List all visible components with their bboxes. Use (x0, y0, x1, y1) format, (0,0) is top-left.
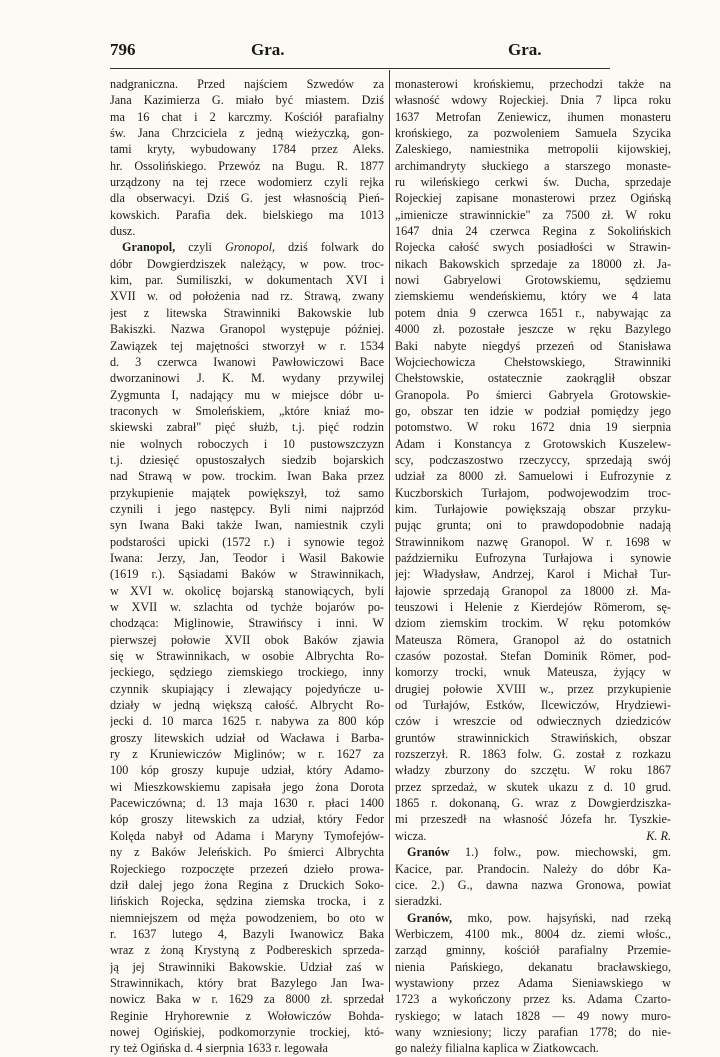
right-column-line: Wojciechowicza Chełstowskiego, Strawinniki (395, 354, 671, 369)
right-column-line: archimandryty słuckiego a starszego monaste- (395, 158, 671, 173)
left-column-line: traconych w Smoleńskiem, „które kniaź mo- (110, 403, 384, 418)
left-column-line: Zygmunta I, nadający mu w miejsce dóbr u- (110, 387, 384, 402)
right-column-line: sieradzki. (395, 894, 443, 909)
left-column-line: dusz. (110, 224, 136, 239)
left-column-line: d. 3 czerwca Iwanowi Pawłowiczowi Bace (110, 354, 384, 369)
left-column-line: czynili i jego następcy. Byli nimi najprzód (110, 501, 384, 516)
header-left-entry: Gra. (251, 40, 285, 59)
right-column-line: go należy filialna kaplica w Ziatkowcach. (395, 1041, 599, 1056)
right-column-line: wystawiony przez Adama Sieniawskiego w (395, 975, 671, 990)
left-column-line: czynnik skupiający i zlewający pojedyńcze u- (110, 681, 384, 696)
right-column-line: wicza. K. R. (395, 828, 671, 843)
left-column-line: nie wolnych roboczych i 10 pustowszczyzn (110, 436, 384, 451)
right-column-line: krońskiego, za pozwoleniem Samuela Szycika (395, 126, 671, 141)
left-column-line: Jana Kazimierza G. miało być miastem. Dziś (110, 93, 384, 108)
left-column-line: Strawinnikach, który brat Bazylego Jan Iwa- (110, 975, 384, 990)
right-column-line: 1647 dnia 24 czerwca Regina z Sokolińskich (395, 224, 671, 239)
left-column-line: kóp groszy litewskich za udział, który Fedor (110, 812, 384, 827)
right-column-line: Kuczborskich Turłajom, podwojewodzim troc- (395, 485, 671, 500)
left-column-line: dla obserwacyi. Dziś G. jest własnością Pień- (110, 191, 384, 206)
right-column-line: Werbiczem, 4100 mk., 8004 dz. ziemi włośc., (395, 926, 671, 941)
right-column-line: udział za 8000 zł. Samuelowi i Eufrozynie z (395, 469, 671, 484)
right-column-line: władzy zburzony do szczętu. W roku 1867 (395, 763, 671, 778)
left-column (110, 76, 384, 1057)
right-column-line: 1637 Metrofan Zeniewicz, ihumen monasteru (395, 109, 671, 124)
right-column-line: Rojecka całość swych posiadłości w Strawin- (395, 240, 671, 255)
right-column-line: Granów 1.) folw., pow. miechowski, gm. (407, 845, 671, 860)
left-column-line: Reginie Hryhorewnie z Wołowiczów Bohda- (110, 1008, 384, 1023)
right-column-line: teuszowi i Helenie z Kierdejów Römerom, sę- (395, 600, 671, 614)
right-column-line: kim. Turłajowie powiększają obszar przyku- (395, 501, 671, 516)
right-column-line: potomstwo. W roku 1672 dnia 19 sierpnia (395, 420, 671, 435)
right-column-line: Granopola. Po śmierci Gabryela Grotowskie- (395, 387, 671, 402)
left-column-line: w XVI w. okolicę bojarską stanowiących, byli (110, 583, 384, 598)
right-column-line: scy, podczaszostwo rzeczyccy, sprzedają swój (395, 452, 671, 467)
column-divider (389, 70, 390, 992)
right-column-line: monasterowi krońskiemu, przechodzi także na (395, 77, 671, 91)
left-column-line: tami kryty, wybudowany 1784 przez Aleks. (110, 142, 384, 157)
left-column-line: Kolęda nabył od Adama i Maryny Tymofejów- (110, 828, 384, 843)
right-column-line: 4000 zł. pozostałe jeszcze w ręku Bazylego (395, 322, 671, 337)
left-column-line: lińskich Rojecka, sędzina ziemska trocka, i z (110, 894, 384, 909)
right-column-line: Adam i Konstancya z Grotowskich Kuszelew- (395, 436, 671, 451)
header-right-entry: Gra. (508, 40, 542, 59)
right-column-line: Granów, mko, pow. hajsyński, nad rzeką (407, 910, 671, 925)
left-column-line: pierwszej połowie XVII obok Baków zjawia (110, 632, 384, 647)
left-column-line: działy w jedną większą całość. Albrycht Ro- (110, 698, 384, 713)
right-column-line: od Turłajów, Estków, Ilcewiczów, Hrydziewi- (395, 698, 671, 713)
left-column-line: 100 kóp groszy kupuje udział, który Adamo- (110, 763, 384, 778)
left-column-line: dóbr Dowgierdziszek należący, w pow. troc- (110, 256, 384, 271)
right-column-line: Kacice, par. Prandocin. Należy do dóbr Ka- (395, 861, 671, 876)
header-rule (110, 68, 610, 69)
right-column-line: go, obszar ten idzie w podział pomiędzy jego (395, 403, 671, 418)
left-column-line: Zawiązek tej majętności stworzył w r. 1534 (110, 338, 384, 353)
right-column-line: 1723 a wykończony przez ks. Adama Czarto- (395, 992, 671, 1007)
left-column-line: Granopol, czyli Gronopol, dziś folwark do (122, 240, 384, 255)
right-column-line: nikach Bakowskich sprzedaje za 18000 zł. Ja- (395, 256, 671, 271)
left-column-line: jecki d. 10 marca 1625 r. nabywa za 800 kóp (110, 714, 384, 729)
right-column-line: Mateusza Römera, Granopol aż do ostatnich (395, 632, 671, 647)
left-column-line: dził dalej jego żona Regina z Druckich Soko- (110, 877, 384, 892)
right-column-line: 1865 r. dokonaną, G. wraz z Dowgierdziszka- (395, 796, 671, 811)
left-column-line: hr. Ossolińskiego. Przewóz na Bugu. R. 1877 (110, 158, 384, 173)
right-column-line: Baki nabyte niegdyś przezeń od Stanisława (395, 338, 671, 353)
left-column-line: ry też Ogińska d. 4 sierpnia 1633 r. legowała (110, 1041, 328, 1056)
page-number: 796 (110, 40, 136, 59)
right-column-line: zarząd gminny, kościół parafialny Przemie- (395, 943, 671, 958)
left-column-line: chodząca: Miglinowie, Strawińscy i inni. W (110, 616, 384, 631)
left-column-line: r. 1637 lutego 4, Bazyli Iwanowicz Baka (110, 926, 384, 941)
left-column-line: ry z Kruniewiczów Miglinów; w r. 1627 za (110, 747, 384, 762)
left-column-line: wraz z żoną Krystyną z Podbereskich sprzeda- (110, 943, 384, 958)
right-column-line: łajowie sprzedają Granopol za 18000 zł. Ma- (395, 583, 671, 598)
right-column-line: cice. 2.) G., dawna nazwa Gronowa, powiat (395, 877, 671, 892)
right-column-line: czasów pozostał. Stefan Dominik Römer, pod- (395, 649, 671, 664)
left-column-line: podstarości upicki (1572 r.) i synowie tegoż (110, 534, 384, 549)
left-column-line: nowej Ogińskiej, podkomorzynie trockiej, któ- (110, 1024, 384, 1039)
right-column-line: jej: Władysław, Andrzej, Karol i Michał Tur- (395, 567, 671, 582)
right-column-line: ziemskiemu wendeńskiemu, który we 4 lata (395, 289, 671, 304)
left-column-line: ją jej Strawinniki Bakowskie. Udział zaś w (110, 959, 384, 974)
left-column-line: Rojeckiego rozpoczęte przezeń dzieło prowa- (110, 861, 384, 876)
right-column-line: „imienicze strawinnickie" za 7500 zł. W roku (395, 207, 671, 222)
left-column-line: t.j. dziesięć opustoszałych siedzib bojarskich (110, 452, 384, 467)
right-column-line: potem dnia 9 czerwca 1651 r., nabywając za (395, 305, 671, 320)
right-column-line: przez sprzedaż, w skutek ukazu z d. 10 grud. (395, 779, 671, 794)
right-column-line: własność wdowy Rojeckiej. Dnia 7 lipca roku (395, 93, 671, 108)
left-column-line: (1619 r.). Sąsiadami Baków w Strawinnikach, (110, 567, 384, 582)
right-column-line: Chełstowskie, ostatecznie zaokrąglił obszar (395, 371, 671, 386)
right-column-line: czów i wreszcie od odwiecznych dziedziców (395, 714, 671, 729)
right-column-line: drugiej połowie XVIII w., przez przykupienie (395, 681, 671, 696)
right-column (395, 76, 671, 1057)
author-signature: K. R. (646, 828, 671, 843)
right-column-line: nowi Gabryelowi Grotowskiemu, sędziemu (395, 273, 671, 288)
right-column-line: ryskiego; w latach 1828 — 49 nowy muro- (395, 1008, 671, 1023)
running-header (110, 40, 610, 62)
left-column-line: groszy litewskich udział od Wacława i Barba- (110, 730, 384, 745)
left-column-line: jeckiego, sędziego ziemskiego trockiego, inny (110, 665, 384, 680)
right-column-line: pując grunta; oni to prawdopodobnie nadają (395, 518, 671, 533)
left-column-line: syn Iwana Baki także Iwan, namiestnik czyli (110, 518, 384, 533)
left-column-line: kowskich. Parafia dek. bielskiego ma 1013 (110, 207, 384, 222)
right-column-line: dziom ziemskim trockim. W ręku potomków (395, 616, 671, 631)
left-column-line: przykupienie majątek powiększył, toż samo (110, 485, 384, 500)
right-column-line: październiku Eufrozyna Turłajowa i synowie (395, 550, 671, 565)
right-column-line: ru wileńskiego cerkwi św. Ducha, sprzedaje (395, 175, 671, 190)
right-column-line: rozszerzył. R. 1863 folw. G. został z rozkazu (395, 747, 671, 762)
left-column-line: się w Strawinnikach, w osobie Albrychta Ro- (110, 649, 384, 664)
left-column-line: nowicz Baka w r. 1629 za 8000 zł. sprzedał (110, 992, 384, 1007)
left-column-line: w XVII w. szlachta od tychże bojarów po- (110, 600, 384, 614)
left-column-line: dworzaninowi J. K. M. wydany przywilej (110, 371, 384, 386)
left-column-line: skiewski zabrał" pięć służb, t.j. pięć rodzin (110, 420, 384, 435)
left-column-line: ny z Baków Jeleńskich. Po śmierci Albrychta (110, 845, 384, 860)
left-column-line: ma 16 chat i 2 karczmy. Kościół parafialny (110, 109, 384, 124)
right-column-line: wany wzniesiony; liczy parafian 1778; do nie- (395, 1024, 671, 1039)
left-column-line: Bakiszki. Nazwa Granopol występuje później. (110, 322, 384, 337)
right-column-line: gruntów strawinnickich Strawińskich, obszar (395, 730, 671, 745)
left-column-line: jest z litewska Strawinniki Bakowskie lub (110, 305, 384, 320)
right-column-line: komorzy trocki, wnuk Mateusza, żyjący w (395, 665, 671, 680)
right-column-line: nienia Pańskiego, dekanatu bracławskiego, (395, 959, 671, 974)
right-column-line: mi przeszedł na własność Józefa hr. Tyszkie- (395, 812, 671, 827)
left-column-line: kim, par. Sumiliszki, w dokumentach XVI i (110, 273, 384, 288)
left-column-line: niemniejszem od męża powodzeniem, bo oto w (110, 910, 384, 925)
left-column-line: wi Mieszkowskiemu zapisała jego żona Dorota (110, 779, 384, 794)
left-column-line: XVII w. od położenia nad rz. Strawą, zwany (110, 289, 384, 304)
left-column-line: nad Strawą w pow. trockim. Iwan Baka przez (110, 469, 384, 484)
left-column-line: nadgraniczna. Przed najściem Szwedów za (110, 77, 384, 91)
right-column-line: Zaleskiego, namiestnika metropolii kijowskiej, (395, 142, 671, 157)
left-column-line: Pacewiczówna; d. 13 maja 1630 r. płaci 1400 (110, 796, 384, 811)
right-column-line: Strawinnikom nazwę Granopol. W r. 1698 w (395, 534, 671, 549)
left-column-line: urządzony na tej rzece wodomierz czyli rejka (110, 175, 384, 190)
right-column-line: Rojeckiej zapisane monasterowi przez Ogińską (395, 191, 671, 206)
left-column-line: św. Jana Chrzciciela z jedną wieżyczką, gon- (110, 126, 384, 141)
left-column-line: Iwana: Jerzy, Jan, Teodor i Wasil Bakowie (110, 550, 384, 565)
